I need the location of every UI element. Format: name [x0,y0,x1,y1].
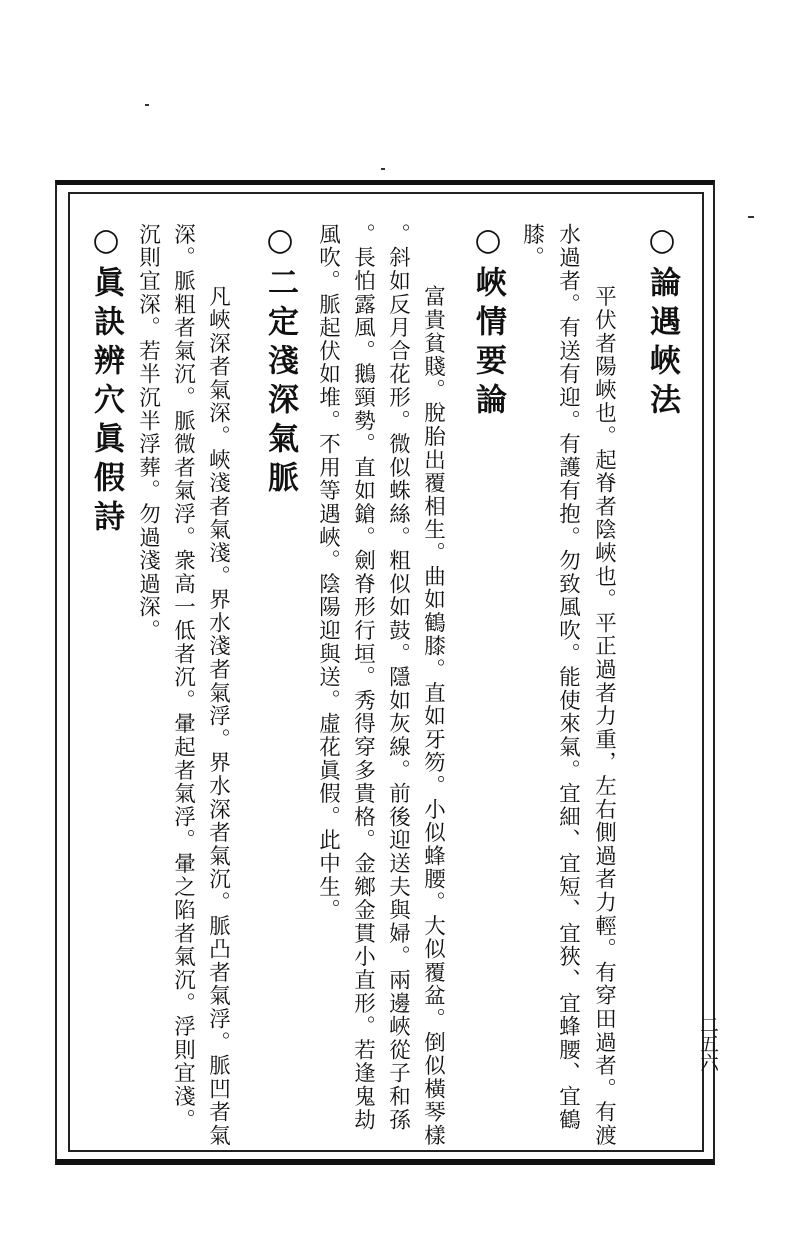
paragraph-column: 。長怕露風。鵝頸勢。直如鎗。劍脊形行垣。秀得穿多貴格。金鄉金貫小直形。若逢鬼劫 [350,223,376,1132]
section-heading: ○二定淺深氣脈 [262,222,298,500]
paragraph-column: 。斜如反月合花形。微似蛛絲。粗似如鼓。隱如灰線。前後迎送夫與婦。兩邊峽從子和孫 [385,223,411,1132]
paragraph-column: 風吹。脈起伏如堆。不用等遇峽。陰陽迎與送。虛花眞假。此中生。 [315,223,341,922]
paragraph-column: 富貴貧賤。脫胎出覆相生。曲如鶴膝。直如牙笏。小似蜂腰。大似覆盆。倒似橫琴樣 [420,262,446,1148]
scan-speck [145,104,149,106]
paragraph-column: 平伏者陽峽也。起脊者陰峽也。平正過者力重，左右側過者力輕。有穿田過者。有渡 [591,262,617,1148]
page-number: 二五六 [697,1015,719,1072]
section-heading: ○論遇峽法 [644,222,680,422]
scan-speck [748,216,754,218]
paragraph-column: 膝。 [519,223,545,270]
scan-speck [381,168,385,170]
paragraph-column: 深。脈粗者氣沉。脈微者氣浮。衆高一低者沉。暈起者氣浮。暈之陷者氣沉。浮則宜淺。 [170,223,196,1132]
section-heading: ○眞訣辨穴眞假詩 [88,222,124,539]
paragraph-column: 水過者。有送有迎。有護有抱。勿致風吹。能使來氣。宜細、宜短、宜狹、宜蜂腰、宜鶴 [555,223,581,1132]
paragraph-column: 沉則宜深。若半沉半浮葬。勿過淺過深。 [135,223,161,643]
paragraph-column: 凡峽深者氣深。峽淺者氣淺。界水淺者氣浮。界水深者氣沉。脈凸者氣浮。脈凹者氣 [205,262,231,1148]
section-heading: ○峽情要論 [470,222,506,422]
